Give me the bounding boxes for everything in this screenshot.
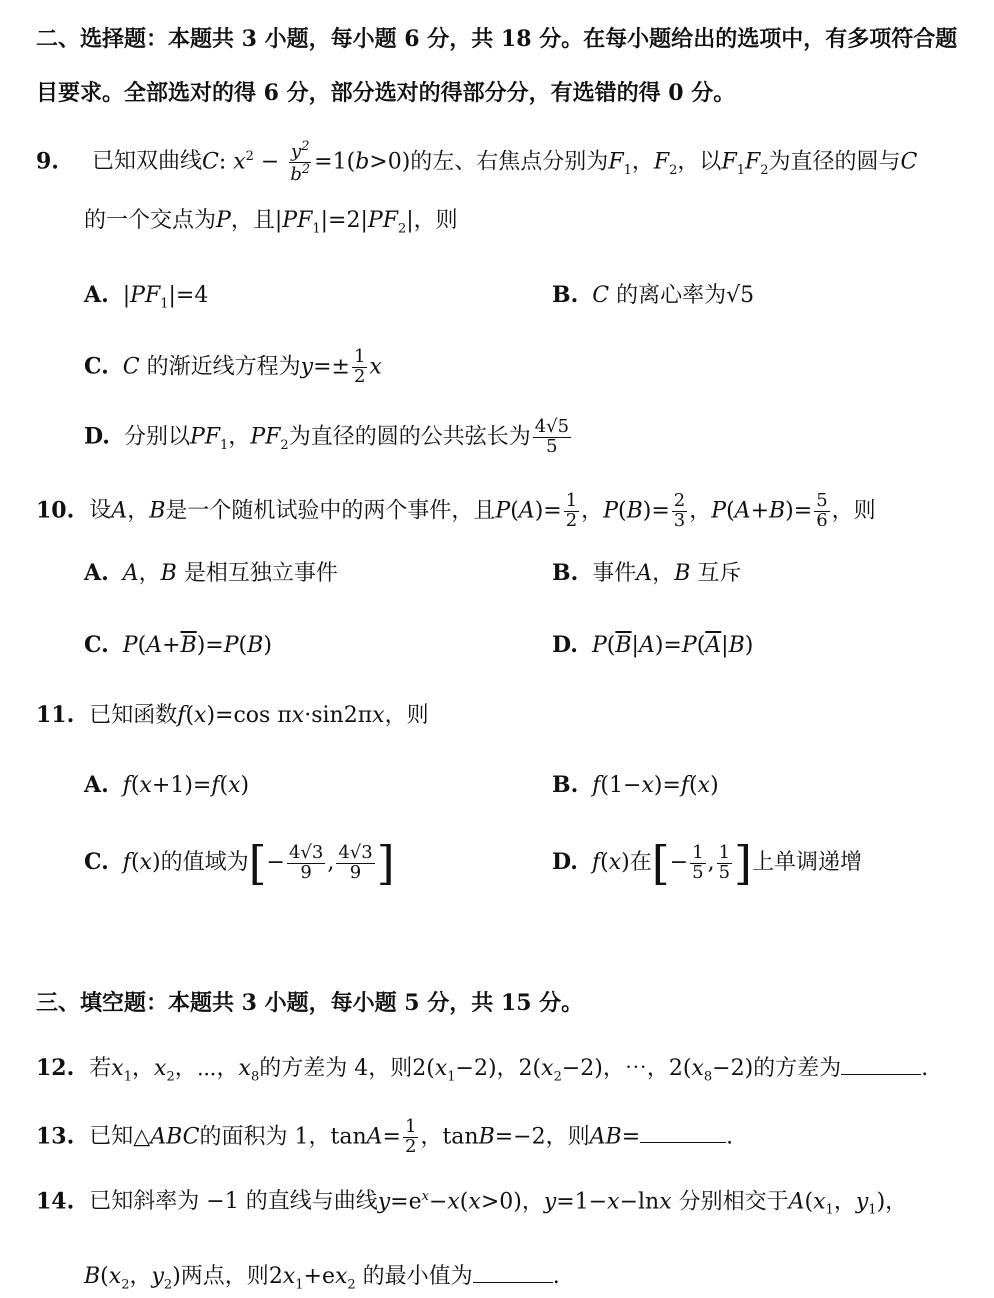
answer-blank[interactable] — [473, 1262, 553, 1283]
option-9d: D. 分别以$PF_1$，$PF_2$为直径的圆的公共弦长为 $\frac{4√5}{5}$ — [84, 416, 570, 457]
answer-blank[interactable] — [640, 1122, 726, 1143]
option-11b: B. f(1−x)=f(x) — [552, 772, 719, 798]
question-10-stem: 10. 设A，B是一个随机试验中的两个事件，且P(A)= $\frac{1}{2}$ ，P(B)= $\frac{2}{3}$ ，P(A+B)= $\frac{5}{6}$ ，则 — [36, 490, 876, 531]
option-9c: C. C 的渐近线方程为y=± $\frac{1}{2}$ x — [84, 346, 382, 387]
option-9b: B. C 的离心率为√5 — [552, 282, 755, 308]
question-number: 9. — [36, 148, 59, 175]
option-10a: A. A，B 是相互独立事件 — [84, 560, 338, 586]
question-11-stem: 11. 已知函数f(x)=cos πx·sin2πx，则 — [36, 702, 429, 728]
option-11d: D. f(x)在[− $\frac{1}{5}$ , $\frac{1}{5}$ ]上单调递增 — [552, 836, 862, 890]
section2-header-line1: 二、选择题：本题共 3 小题，每小题 6 分，共 18 分。在每小题给出的选项中，有多项符合题 — [36, 26, 958, 52]
question-13: 13. 已知△ABC的面积为 1，tanA= $\frac{1}{2}$ ，tanB=−2，则AB= . — [36, 1116, 734, 1157]
option-10c: C. $P(A+\overline{B})=P(B)$ — [84, 632, 272, 658]
question-14-line2: $B(x_2$，$y_2$)两点，则$2x_1+ex_2$ 的最小值为 . — [84, 1264, 560, 1293]
question-9-stem-line2: 的一个交点为P，且$|PF_1|=2|PF_2|$，则 — [84, 208, 458, 237]
option-11a: A. f(x+1)=f(x) — [84, 772, 250, 798]
answer-blank[interactable] — [841, 1054, 921, 1075]
option-10d: D. $P(\overline{B}|A)=P(\overline{A}|B)$ — [552, 632, 754, 658]
question-14-line1: 14. 已知斜率为 −1 的直线与曲线$y=e^x-x(x>0)$，y=1−x−lnx 分别相交于$A(x_1$，$y_1$)， — [36, 1188, 908, 1218]
section3-header: 三、填空题：本题共 3 小题，每小题 5 分，共 15 分。 — [36, 990, 584, 1016]
question-12: 12. 若$x_1$，$x_2$，⋯，$x_8$的方差为 4，则$2(x_1-2)$，$2(x_2-2)$，⋯，$2(x_8-2)$的方差为 . — [36, 1055, 929, 1085]
option-10b: B. 事件A，B 互斥 — [552, 560, 742, 586]
option-9a: A. $|PF_1|=4$ — [84, 282, 209, 312]
section2-header-line2: 目要求。全部选对的得 6 分，部分选对的得部分分，有选错的得 0 分。 — [36, 80, 736, 106]
question-9-stem: 9. 已知双曲线C: $x^2$ − $\frac{y^2}{b^2}$ =1(b>0)的左、右焦点分别为$F_1$，$F_2$，以$F_1F_2$为直径的圆与C — [36, 139, 918, 185]
option-11c: C. f(x)的值域为[− $\frac{4√3}{9}$ , $\frac{4√3}{9}$ ] — [84, 836, 395, 890]
